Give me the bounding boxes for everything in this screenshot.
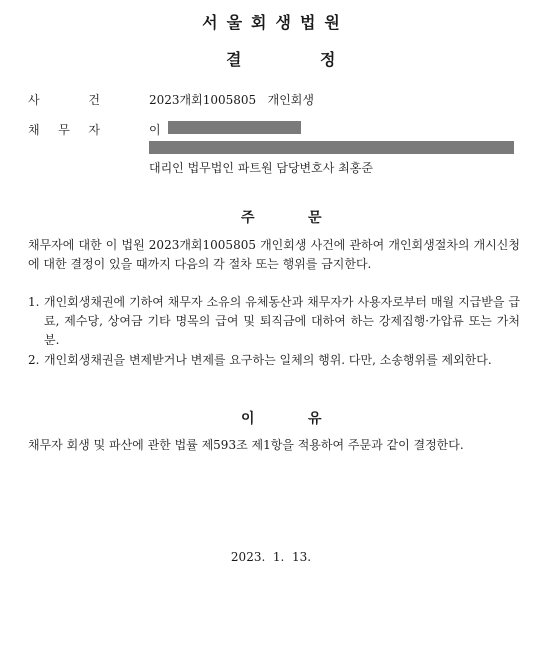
debtor-name-prefix: 이 [149, 123, 161, 137]
debtor-label-char-3: 자 [88, 123, 100, 137]
order-title-char-2: 문 [308, 210, 322, 226]
redacted-debtor-name [168, 121, 301, 134]
debtor-label-char-2: 무 [58, 123, 70, 137]
reason-title-char-1: 이 [241, 411, 255, 427]
order-item-1-text: 개인회생채권에 기하여 채무자 소유의 유체동산과 채무자가 사용자로부터 매월 지급받을 급료, 제수당, 상여금 기타 명목의 급여 및 퇴직금에 대하여 하는 강제집행·가압류 또는 가처분. [44, 295, 520, 347]
debtor-label-char-1: 채 [28, 123, 40, 137]
debtor-representative: 대리인 법무법인 파트원 담당변호사 최홍준 [149, 161, 373, 175]
document-title-char-2: 정 [320, 50, 336, 69]
order-item-1 [28, 293, 520, 350]
order-intro: 채무자에 대한 이 법원 2023개회1005805 개인회생 사건에 관하여 개인회생절차의 개시신청에 대한 결정이 있을 때까지 다음의 각 절차 또는 행위를 금지한다. [28, 238, 520, 271]
order-item-2-number: 2. [28, 353, 40, 367]
case-label [28, 91, 100, 108]
court-name: 서울회생법원 [202, 13, 349, 32]
case-number: 2023개회1005805 개인회생 [149, 93, 314, 107]
debtor-label [28, 121, 100, 138]
case-label-char-2: 건 [88, 93, 100, 107]
order-item-1-number: 1. [28, 295, 40, 309]
order-item-2 [28, 351, 520, 370]
case-label-char-1: 사 [28, 93, 40, 107]
decision-date: 2023. 1. 13. [230, 550, 312, 564]
order-item-2-text: 개인회생채권을 변제받거나 변제를 요구하는 일체의 행위. 다만, 소송행위를 제외한다. [44, 353, 492, 367]
document-title-char-1: 결 [226, 50, 242, 69]
reason-text: 채무자 회생 및 파산에 관한 법률 제593조 제1항을 적용하여 주문과 같이 결정한다. [28, 438, 464, 452]
reason-title-char-2: 유 [308, 411, 322, 427]
redacted-debtor-address [149, 141, 514, 154]
order-title-char-1: 주 [241, 210, 255, 226]
